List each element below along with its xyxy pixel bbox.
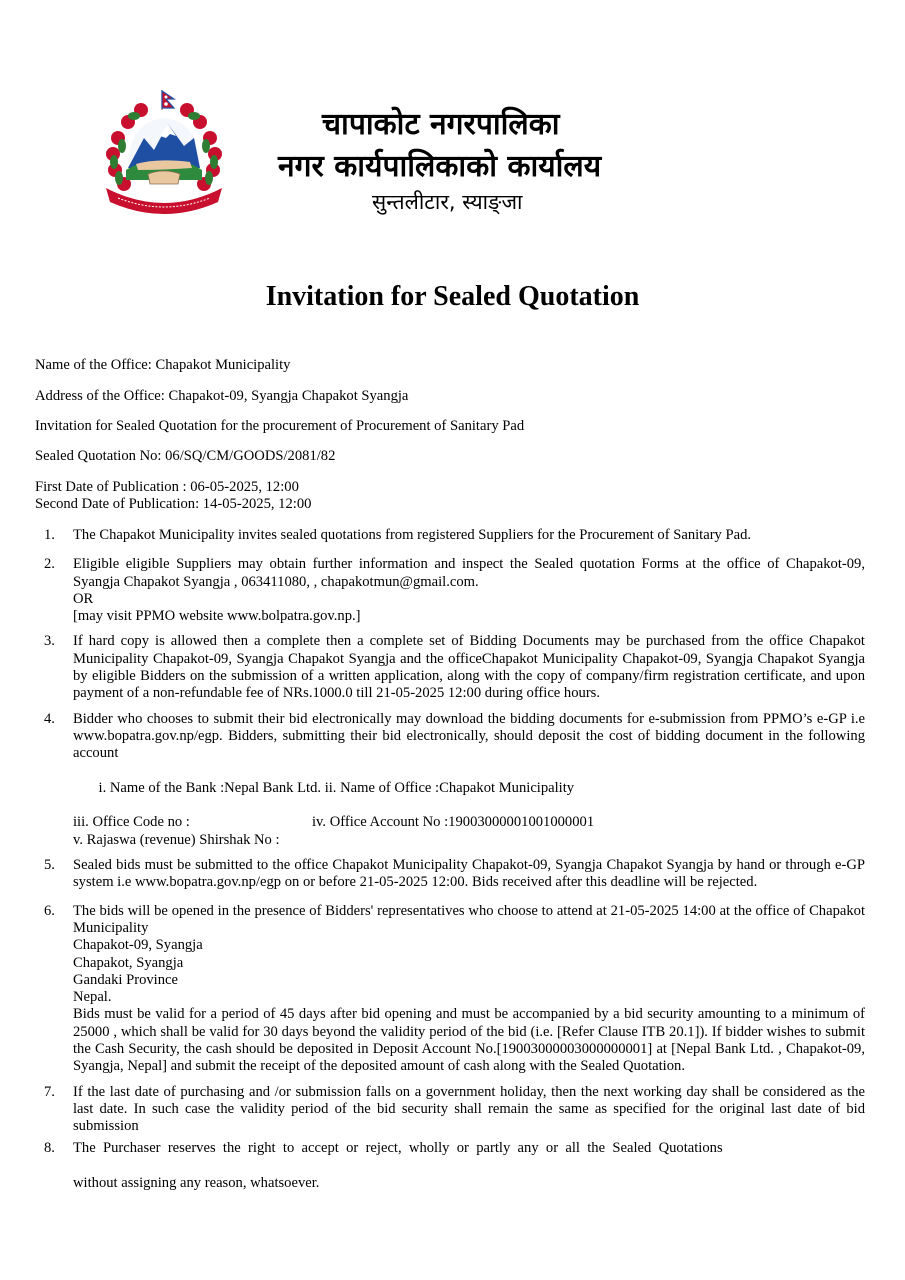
clause-text: Gandaki Province [73, 971, 178, 988]
clause-text: Nepal. [73, 989, 112, 1006]
office-address-field: Address of the Office: Chapakot-09, Syangja Chapakot Syangja [35, 388, 409, 404]
office-name-nepali: नगर कार्यपालिकाको कार्यालय [278, 149, 602, 184]
clause-text: If hard copy is allowed then a complete then a complete set of Bidding Documents may be purchased from the office Chapakot Municipality Chapakot-09, Syangja Chapakot Syangja and the officeChapakot Municipality Chapakot-09, Syangja Chapakot Syangja by eligible Bidders on the submission of a written application, along with the copy of company/firm registration certificate, and upon payment of a non-refundable fee of NRs.1000.0 till 21-05-2025 12:00 during office hours. [73, 633, 865, 702]
clause-number: 6. [44, 902, 55, 919]
clause-text: Chapakot-09, Syangja [73, 937, 203, 954]
municipality-name: चापाकोट नगरपालिका [322, 107, 560, 142]
clause-1 [35, 527, 865, 544]
office-code: iii. Office Code no : [73, 814, 190, 831]
invitation-field: Invitation for Sealed Quotation for the procurement of Procurement of Sanitary Pad [35, 418, 525, 434]
clause-number: 8. [44, 1139, 55, 1156]
emblem-graphic [98, 88, 230, 216]
account-office-name: ii. Name of Office :Chapakot Municipality [324, 779, 575, 796]
clause-text: [may visit PPMO website www.bolpatra.gov.np.] [73, 608, 361, 625]
clause-7 [35, 1084, 865, 1136]
clause-6 [35, 903, 865, 1076]
clause-text: Sealed bids must be submitted to the office Chapakot Municipality Chapakot-09, Syangja Chapakot Syangja by hand or through e-GP system i.e www.bopatra.gov.np/egp on or before 21-05-2025 12:00. Bids received after this deadline will be rejected. [73, 857, 865, 891]
office-account-number: iv. Office Account No :19003000001001000001 [312, 814, 595, 831]
clause-number: 3. [44, 633, 55, 650]
clause-number: 7. [44, 1083, 55, 1100]
clause-5 [35, 857, 865, 892]
clause-text: The bids will be opened in the presence of Bidders' representatives who choose to attend at 21-05-2025 14:00 at the office of Chapakot Municipality [73, 902, 865, 936]
page-title: Invitation for Sealed Quotation [265, 281, 640, 312]
clause-8 [35, 1140, 865, 1193]
clause-text: Chapakot, Syangja [73, 954, 184, 971]
clause-text: If the last date of purchasing and /or submission falls on a government holiday, then the next working day shall be considered as the last date. In such case the validity period of the bid security shall remain the same as specified for the original last date of bid submission [73, 1083, 865, 1135]
office-name-field: Name of the Office: Chapakot Municipality [35, 357, 291, 373]
nepal-emblem [98, 88, 230, 216]
second-publication-date: Second Date of Publication: 14-05-2025, 12:00 [35, 496, 312, 512]
clauses-list [35, 527, 865, 1192]
clause-text: Eligible eligible Suppliers may obtain further information and inspect the Sealed quotation Forms at the office of Chapakot-09, Syangja Chapakot Syangja , 063411080, , chapakotmun@gmail.com. [73, 556, 865, 590]
clause-4 [35, 711, 865, 849]
first-publication-date: First Date of Publication : 06-05-2025, 12:00 [35, 479, 299, 495]
clause-number: 4. [44, 710, 55, 727]
account-row-2 [73, 814, 865, 831]
clause-text: Bids must be valid for a period of 45 days after bid opening and must be accompanied by a bid security amounting to a minimum of 25000 , which shall be valid for 30 days beyond the validity period of the bid (i.e. [Refer Clause ITB 20.1]). If bidder wishes to submit the Cash Security, the cash should be deposited in Deposit Account No.[19003000003000000001] at [Nepal Bank Ltd. , Chapakot-09, Syangja, Nepal] and submit the receipt of the deposited amount of cash along with the Sealed Quotation. [73, 1006, 865, 1075]
office-location-nepali: सुन्तलीटार, स्याङ्जा [372, 190, 523, 214]
account-row-1 [73, 763, 865, 815]
clause-text: The Purchaser reserves the right to accept or reject, wholly or partly any or all the Sealed Quotations [73, 1139, 723, 1156]
quotation-number-field: Sealed Quotation No: 06/SQ/CM/GOODS/2081/82 [35, 448, 336, 464]
clause-3 [35, 633, 865, 702]
clause-number: 2. [44, 556, 55, 573]
clause-number: 1. [44, 527, 55, 543]
clause-text: without assigning any reason, whatsoever. [73, 1174, 320, 1191]
clause-text: Bidder who chooses to submit their bid electronically may download the bidding documents for e-submission from PPMO’s e-GP i.e www.bopatra.gov.np/egp. Bidders, submitting their bid electronically, should deposit the cost of bidding document in the following account [73, 710, 865, 762]
rajaswa-shirshak: v. Rajaswa (revenue) Shirshak No : [73, 831, 280, 848]
clause-text: OR [73, 590, 94, 607]
clause-2 [35, 556, 865, 625]
bank-name: i. Name of the Bank :Nepal Bank Ltd. [94, 779, 322, 796]
clause-number: 5. [44, 857, 55, 874]
clause-text: The Chapakot Municipality invites sealed quotations from registered Suppliers for the Procurement of Sanitary Pad. [73, 527, 752, 543]
